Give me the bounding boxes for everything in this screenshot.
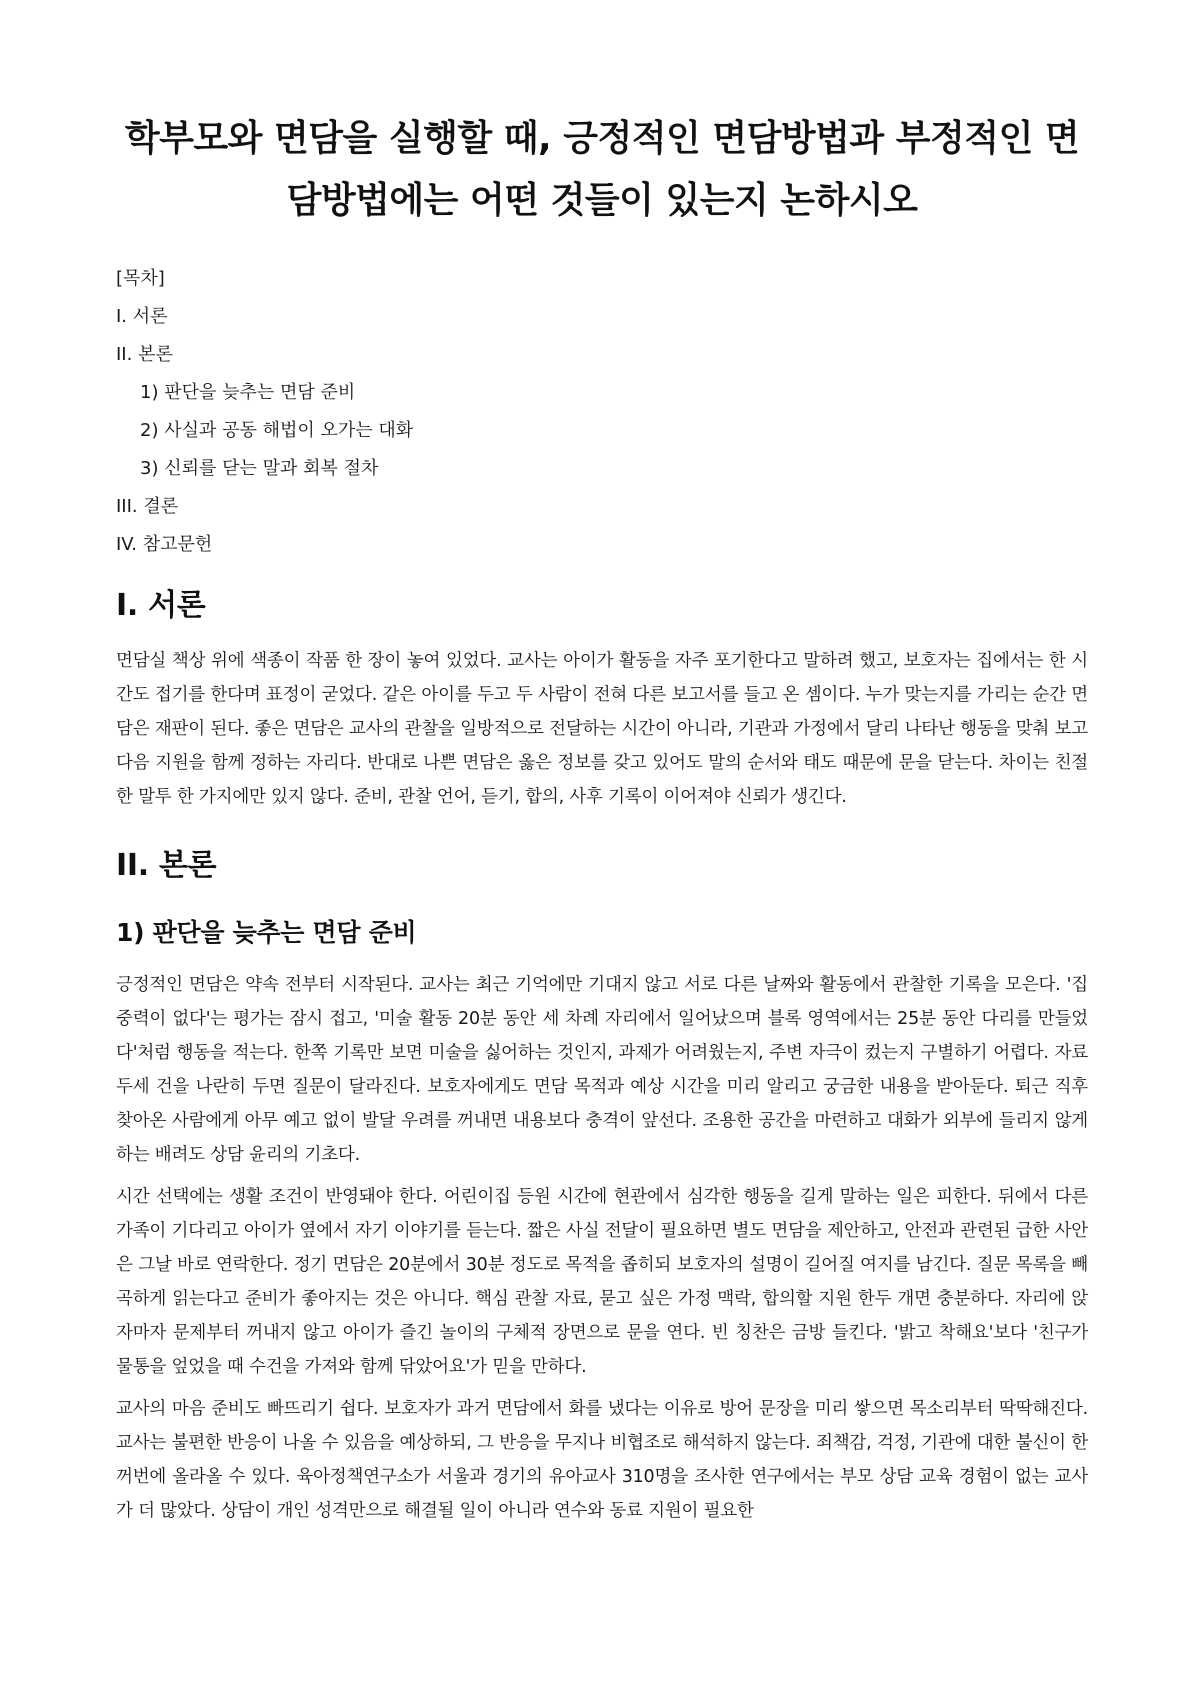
table-of-contents [116, 260, 1088, 564]
toc-item-introduction: I. 서론 [116, 306, 168, 327]
document-title: 학부모와 면담을 실행할 때, 긍정적인 면담방법과 부정적인 면담방법에는 어떤 것들이 있는지 논하시오 [124, 118, 1080, 221]
toc-subitem-1: 1) 판단을 늦추는 면담 준비 [140, 382, 356, 403]
body-paragraph: 교사의 마음 준비도 빠뜨리기 쉽다. 보호자가 과거 면담에서 화를 냈다는 이유로 방어 문장을 미리 쌓으면 목소리부터 딱딱해진다. 교사는 불편한 반응이 나올 수 있음을 예상하되, 그 반응을 무지나 비협조로 해석하지 않는다. 죄책감, 걱정, 기관에 대한 불신이 한꺼번에 올라올 수 있다. 육아정책연구소가 서울과 경기의 유아교사 310명을 조사한 연구에서는 부모 상담 교육 경험이 없는 교사가 더 많았다. 상담이 개인 성격만으로 해결될 일이 아니라 연수와 동료 지원이 필요한 [116, 1399, 1088, 1521]
section-heading-body: II. 본론 [116, 848, 217, 883]
section-heading-introduction: I. 서론 [116, 588, 206, 623]
introduction-paragraph: 면담실 책상 위에 색종이 작품 한 장이 놓여 있었다. 교사는 아이가 활동을 자주 포기한다고 말하려 했고, 보호자는 집에서는 한 시간도 접기를 한다며 표정이 굳었다. 같은 아이를 두고 두 사람이 전혀 다른 보고서를 들고 온 셈이다. 누가 맞는지를 가리는 순간 면담은 재판이 된다. 좋은 면담은 교사의 관찰을 일방적으로 전달하는 시간이 아니라, 기관과 가정에서 달리 나타난 행동을 맞춰 보고 다음 지원을 함께 정하는 자리다. 반대로 나쁜 면담은 옳은 정보를 갖고 있어도 말의 순서와 태도 때문에 문을 닫는다. 차이는 친절한 말투 한 가지에만 있지 않다. 준비, 관찰 언어, 듣기, 합의, 사후 기록이 이어져야 신뢰가 생긴다. [116, 651, 1088, 807]
toc-subitem-2: 2) 사실과 공동 해법이 오가는 대화 [140, 420, 414, 441]
body-paragraph: 긍정적인 면담은 약속 전부터 시작된다. 교사는 최근 기억에만 기대지 않고 서로 다른 날짜와 활동에서 관찰한 기록을 모은다. '집중력이 없다'는 평가는 잠시 접고, '미술 활동 20분 동안 세 차례 자리에서 일어났으며 블록 영역에서는 25분 동안 다리를 만들었다'처럼 행동을 적는다. 한쪽 기록만 보면 미술을 싫어하는 것인지, 과제가 어려웠는지, 주변 자극이 컸는지 구별하기 어렵다. 자료 두세 건을 나란히 두면 질문이 달라진다. 보호자에게도 면담 목적과 예상 시간을 미리 알리고 궁금한 내용을 받아둔다. 퇴근 직후 찾아온 사람에게 아무 예고 없이 발달 우려를 꺼내면 내용보다 충격이 앞선다. 조용한 공간을 마련하고 대화가 외부에 들리지 않게 하는 배려도 상담 윤리의 기초다. [116, 975, 1088, 1165]
toc-item-conclusion: III. 결론 [116, 496, 179, 517]
toc-header: [목차] [116, 268, 165, 289]
toc-item-body: II. 본론 [116, 344, 173, 365]
subsection-heading-1: 1) 판단을 늦추는 면담 준비 [116, 918, 417, 947]
body-paragraph: 시간 선택에는 생활 조건이 반영돼야 한다. 어린이집 등원 시간에 현관에서 심각한 행동을 길게 말하는 일은 피한다. 뒤에서 다른 가족이 기다리고 아이가 옆에서 자기 이야기를 듣는다. 짧은 사실 전달이 필요하면 별도 면담을 제안하고, 안전과 관련된 급한 사안은 그날 바로 연락한다. 정기 면담은 20분에서 30분 정도로 목적을 좁히되 보호자의 설명이 길어질 여지를 남긴다. 질문 목록을 빼곡하게 읽는다고 준비가 좋아지는 것은 아니다. 핵심 관찰 자료, 묻고 싶은 가정 맥락, 합의할 지원 한두 개면 충분하다. 자리에 앉자마자 문제부터 꺼내지 않고 아이가 즐긴 놀이의 구체적 장면으로 문을 연다. 빈 칭찬은 금방 들킨다. '밝고 착해요'보다 '친구가 물통을 엎었을 때 수건을 가져와 함께 닦았어요'가 믿을 만하다. [116, 1187, 1088, 1377]
toc-subitem-3: 3) 신뢰를 닫는 말과 회복 절차 [140, 458, 379, 479]
toc-item-references: IV. 참고문헌 [116, 534, 213, 555]
